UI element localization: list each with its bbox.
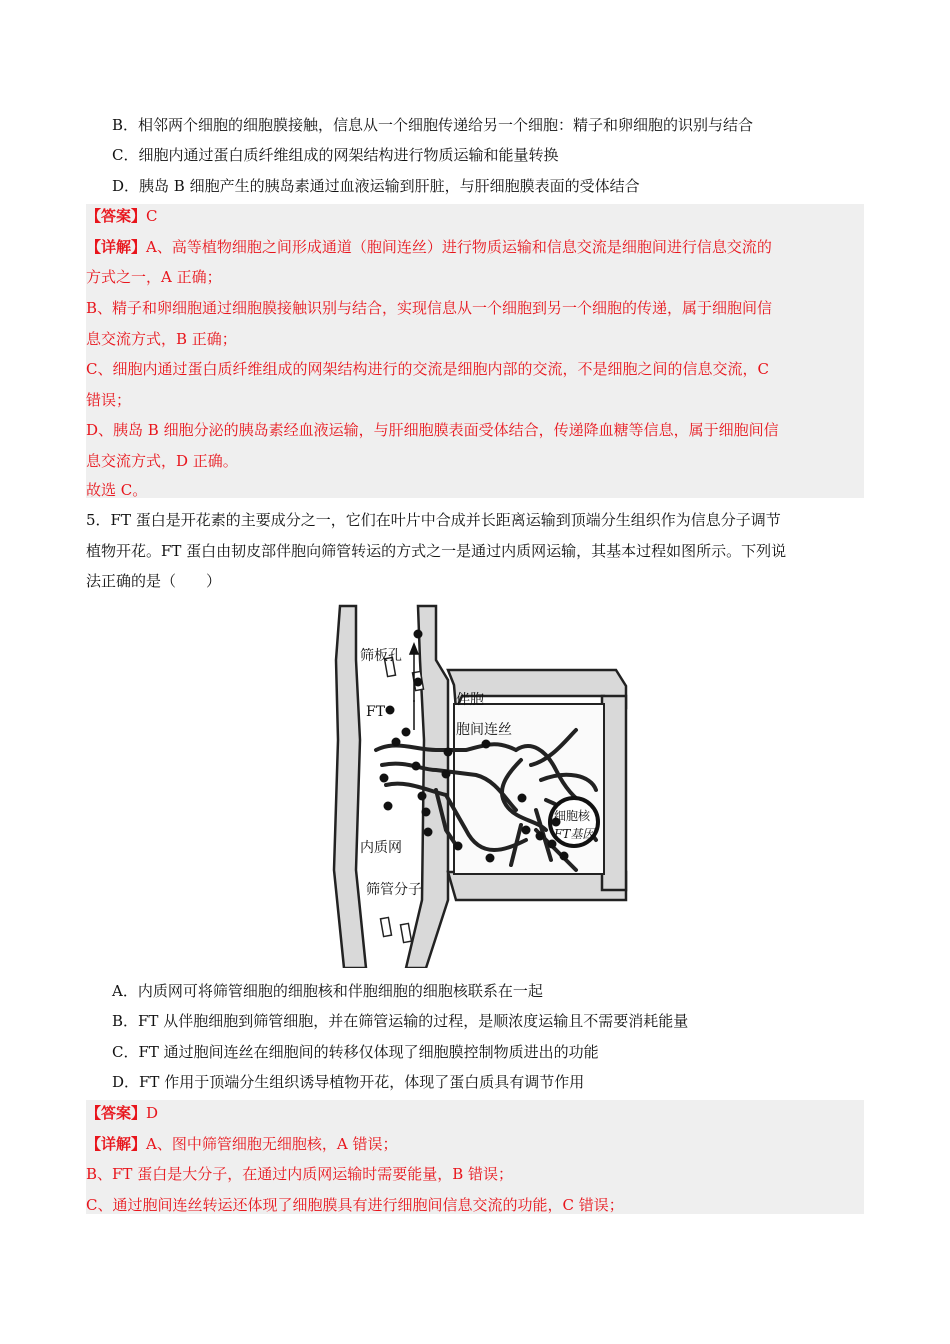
answer-value: C: [146, 207, 158, 225]
detail-label: 【详解】: [86, 238, 147, 256]
label-nucleus: 细胞核: [554, 809, 591, 823]
q4-option-c: C．细胞内通过蛋白质纤维组成的网架结构进行物质运输和能量转换: [112, 146, 559, 164]
label-er: 内质网: [360, 840, 402, 856]
label-ft: FT: [366, 704, 386, 720]
q4-option-d: D．胰岛 B 细胞产生的胰岛素通过血液运输到肝脏，与肝细胞膜表面的受体结合: [112, 177, 640, 195]
q5-option-a: A．内质网可将筛管细胞的细胞核和伴胞细胞的细胞核联系在一起: [112, 982, 543, 1000]
q5-option-c: C．FT 通过胞间连丝在细胞间的转移仅体现了细胞膜控制物质进出的功能: [112, 1043, 599, 1061]
q4-answer-block: [86, 204, 864, 498]
sieve-plate-pores: [380, 657, 423, 942]
q5-detail-line: C、通过胞间连丝转运还体现了细胞膜具有进行细胞间信息交流的功能，C 错误；: [86, 1196, 624, 1214]
label-companion-cell: 伴胞: [456, 692, 484, 708]
answer-value: D: [146, 1104, 159, 1122]
answer-label: 【答案】: [86, 207, 147, 225]
q4-detail-line: 错误；: [86, 391, 132, 409]
q5-option-b: B．FT 从伴胞细胞到筛管细胞，并在筛管运输的过程，是顺浓度运输且不需要消耗能量: [112, 1012, 689, 1030]
q4-detail-line: B、精子和卵细胞通过细胞膜接触识别与结合，实现信息从一个细胞到另一个细胞的传递，属于细胞间信: [86, 299, 773, 317]
detail-text: A、高等植物细胞之间形成通道（胞间连丝）进行物质运输和信息交流是细胞间进行信息交流的: [146, 238, 772, 256]
q4-detail-line: 故选 C。: [86, 481, 148, 499]
q5-stem-line: 法正确的是（ ）: [86, 572, 222, 590]
ft-transport-diagram: [326, 600, 630, 968]
q5-stem-line: 植物开花。FT 蛋白由韧皮部伴胞向筛管转运的方式之一是通过内质网运输，其基本过程如图所示。下列说: [86, 542, 787, 560]
q4-detail-line: [86, 237, 772, 257]
q5-stem-line: 5．FT 蛋白是开花素的主要成分之一，它们在叶片中合成并长距离运输到顶端分生组织作为信息分子调节: [86, 511, 781, 529]
q5-option-d: D．FT 作用于顶端分生组织诱导植物开花，体现了蛋白质具有调节作用: [112, 1073, 585, 1091]
label-sieve-pore: 筛板孔: [360, 648, 402, 664]
detail-label: 【详解】: [86, 1135, 147, 1153]
answer-label: 【答案】: [86, 1104, 147, 1122]
label-ft-gene: FT基因: [554, 827, 595, 841]
q4-detail-line: 息交流方式，D 正确。: [86, 452, 238, 470]
detail-text: A、图中筛管细胞无细胞核，A 错误；: [146, 1135, 398, 1153]
label-plasmodesmata: 胞间连丝: [456, 722, 512, 738]
q4-answer: [86, 206, 158, 226]
q5-detail-line: [86, 1134, 397, 1154]
q5-detail-line: B、FT 蛋白是大分子，在通过内质网运输时需要能量，B 错误；: [86, 1165, 513, 1183]
q5-answer-block: [86, 1100, 864, 1214]
q4-detail-line: C、细胞内通过蛋白质纤维组成的网架结构进行的交流是细胞内部的交流，不是细胞之间的信息交流，C: [86, 360, 769, 378]
label-sieve-molecule: 筛管分子: [366, 882, 422, 898]
q5-answer: [86, 1103, 158, 1123]
q4-detail-line: 方式之一，A 正确；: [86, 268, 222, 286]
q4-option-b: B．相邻两个细胞的细胞膜接触，信息从一个细胞传递给另一个细胞：精子和卵细胞的识别与结合: [112, 116, 754, 134]
q4-detail-line: D、胰岛 B 细胞分泌的胰岛素经血液运输，与肝细胞膜表面受体结合，传递降血糖等信息，属于细胞间信: [86, 421, 779, 439]
q4-detail-line: 息交流方式，B 正确；: [86, 330, 237, 348]
